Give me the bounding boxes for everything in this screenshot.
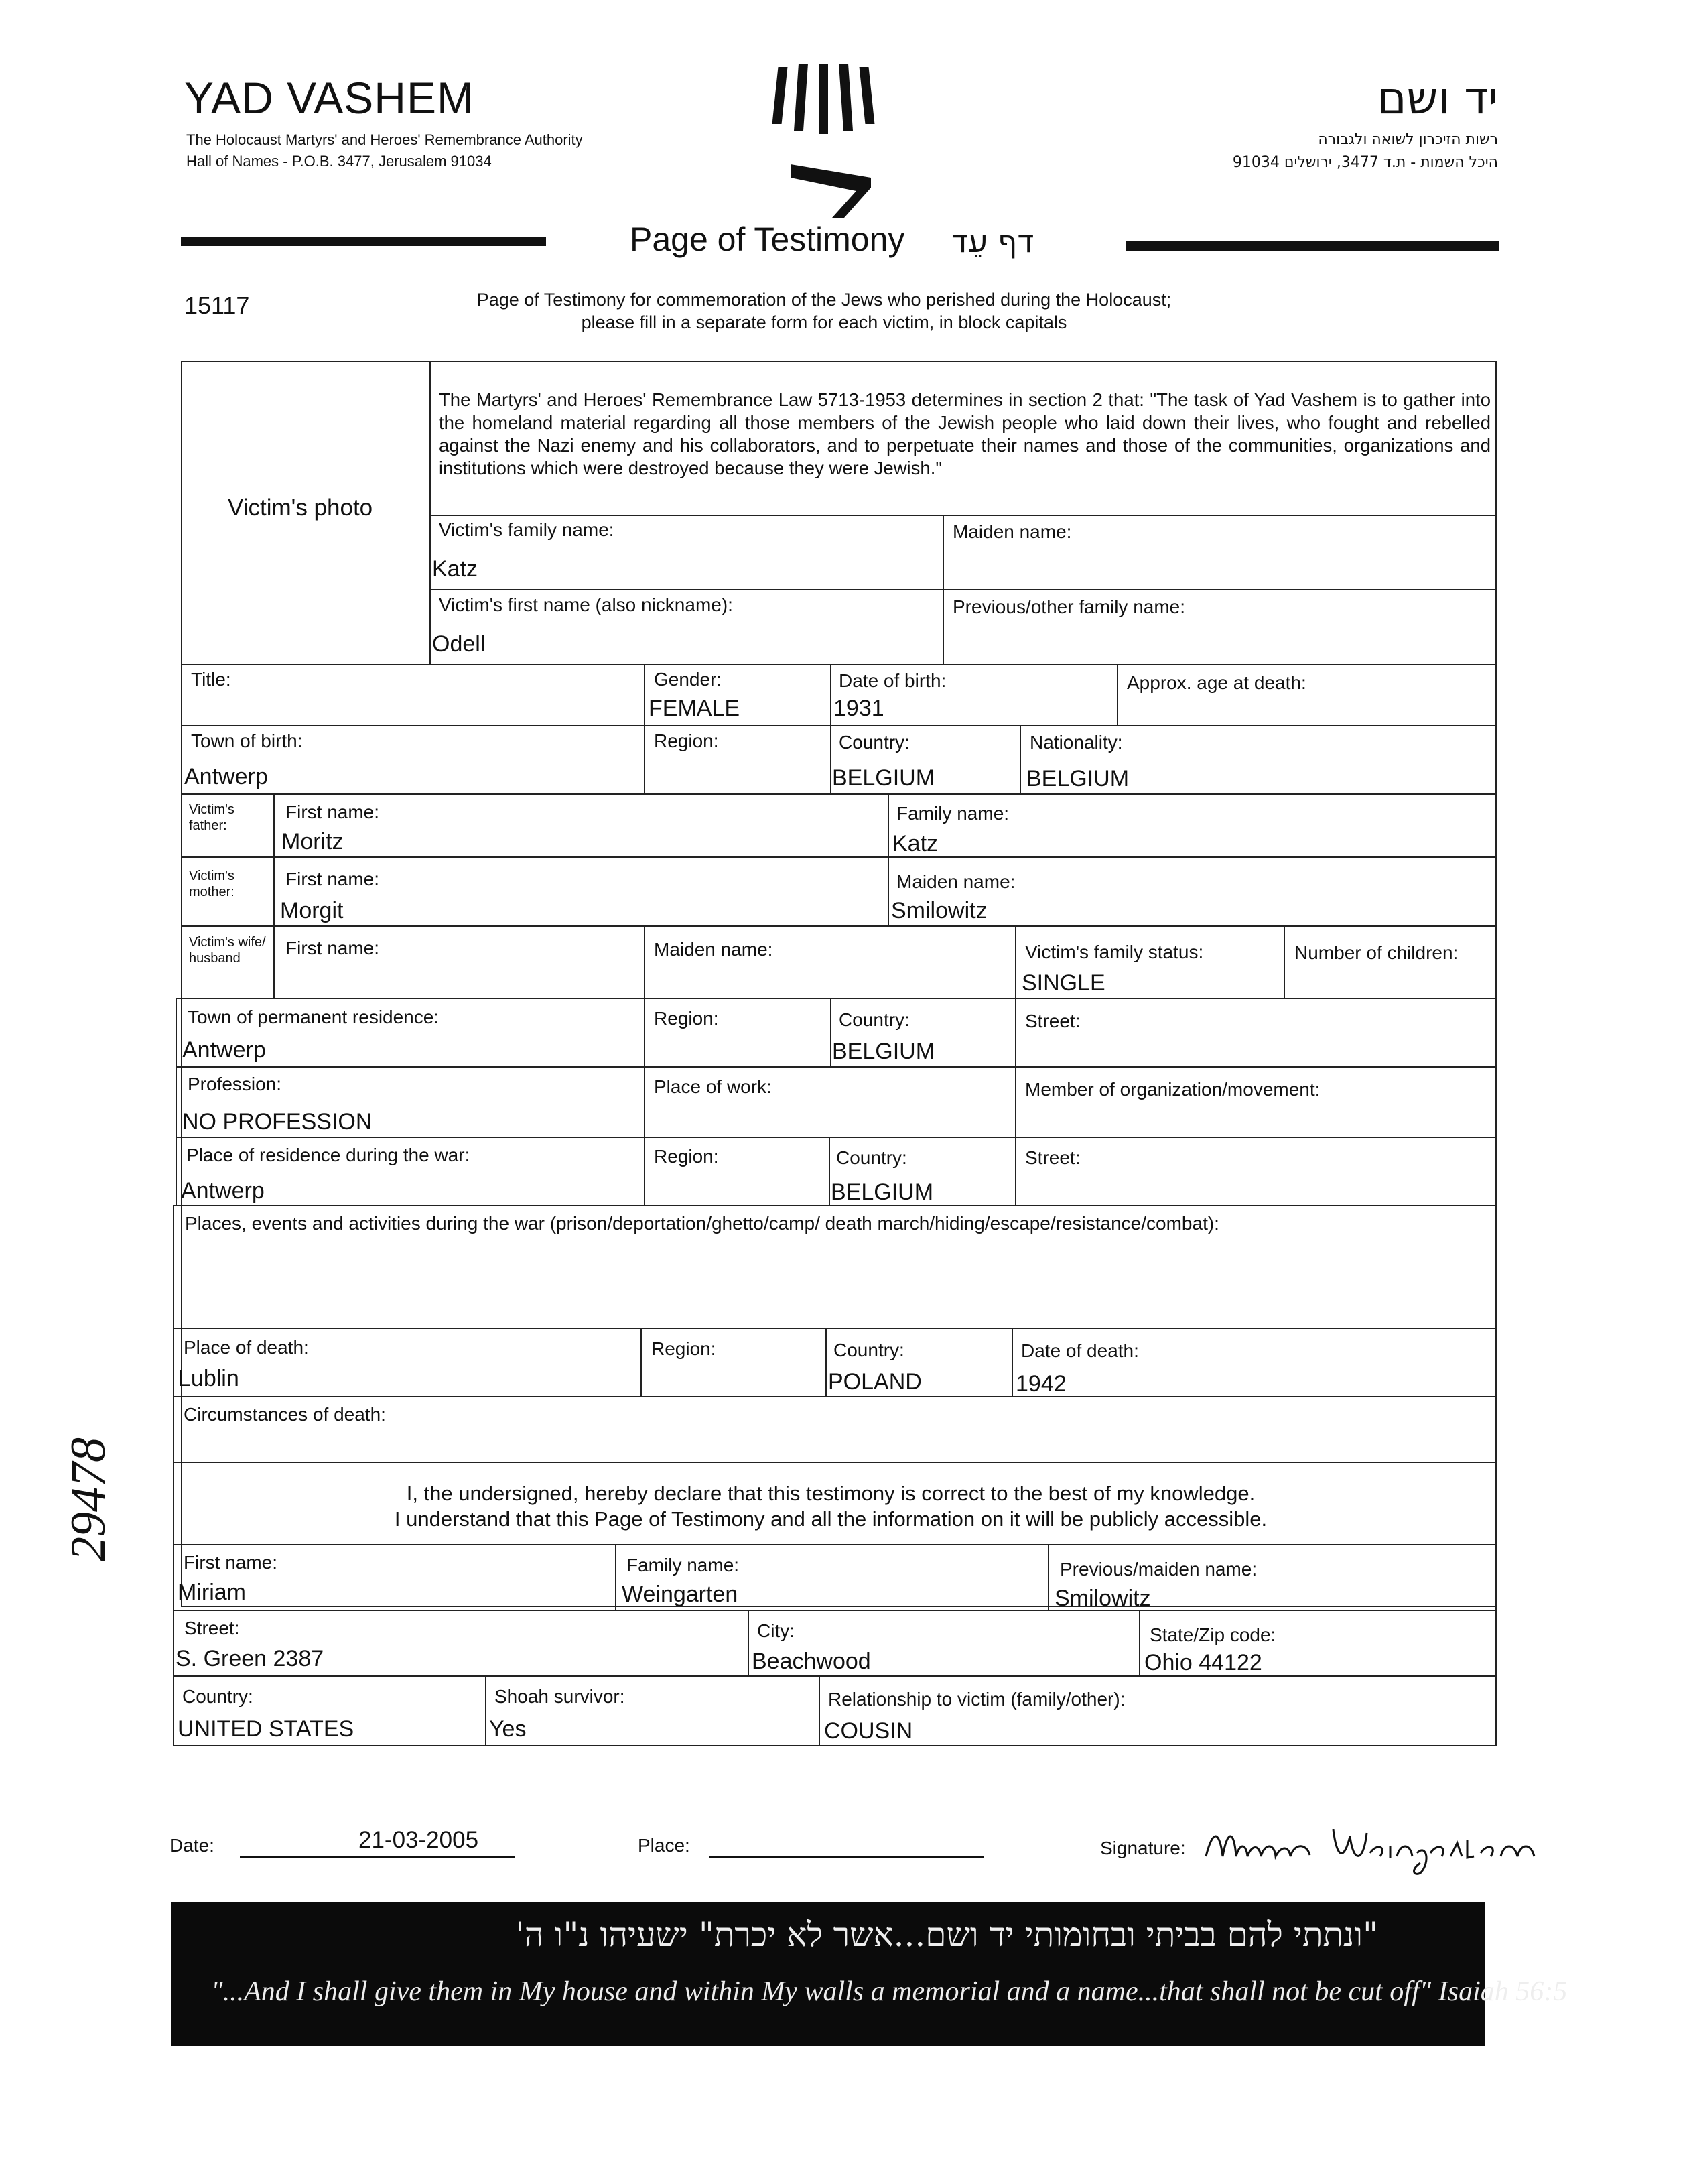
declaration-line-2: I understand that this Page of Testimony and all the information on it will be publicly accessible. bbox=[394, 1507, 1268, 1531]
intro-line-1: Page of Testimony for commemoration of the Jews who perished during the Holocaust; bbox=[476, 290, 1172, 310]
spouse-first-name-label: First name: bbox=[285, 938, 380, 958]
member-organization-label: Member of organization/movement: bbox=[1025, 1079, 1321, 1100]
spouse-maiden-name-label: Maiden name: bbox=[654, 939, 773, 960]
submitter-state-zip-label: State/Zip code: bbox=[1150, 1624, 1276, 1645]
father-family-name-label: Family name: bbox=[896, 803, 1010, 824]
declaration-text bbox=[174, 1481, 1487, 1532]
signature-label: Signature: bbox=[1100, 1838, 1186, 1858]
profession-value: NO PROFESSION bbox=[182, 1109, 373, 1135]
shoah-survivor-label: Shoah survivor: bbox=[494, 1686, 625, 1707]
date-underline bbox=[240, 1856, 515, 1858]
residence-country-value: BELGIUM bbox=[832, 1039, 935, 1064]
place-of-work-label: Place of work: bbox=[654, 1076, 772, 1097]
place-label: Place: bbox=[638, 1835, 690, 1856]
spouse-first-name-field[interactable] bbox=[273, 925, 645, 999]
hebrew-org-address: היכל השמות - ת.ד 3477, ירושלים 91034 bbox=[1232, 154, 1498, 171]
number-of-children-label: Number of children: bbox=[1294, 942, 1459, 963]
spouse-label: Victim's wife/ husband bbox=[189, 935, 266, 966]
war-street-field[interactable] bbox=[1015, 1137, 1497, 1206]
nationality-value: BELGIUM bbox=[1026, 766, 1130, 791]
submitter-city-label: City: bbox=[757, 1620, 795, 1641]
submitter-city-value: Beachwood bbox=[752, 1649, 871, 1674]
first-name-label: Victim's first name (also nickname): bbox=[439, 594, 733, 615]
town-of-birth-label: Town of birth: bbox=[191, 730, 303, 751]
handwritten-archive-number: 29478 bbox=[61, 1437, 116, 1561]
declaration-line-1: I, the undersigned, hereby declare that this testimony is correct to the best of my knowledge. bbox=[406, 1482, 1256, 1505]
town-of-birth-value: Antwerp bbox=[184, 764, 268, 789]
mother-first-name-field[interactable] bbox=[273, 856, 889, 927]
submitter-street-value: S. Green 2387 bbox=[176, 1646, 324, 1671]
isaiah-quote-banner bbox=[171, 1902, 1568, 2046]
death-country-value: POLAND bbox=[828, 1369, 922, 1395]
submitter-first-name-value: Miriam bbox=[178, 1580, 246, 1605]
submitter-previous-name-label: Previous/maiden name: bbox=[1060, 1559, 1258, 1580]
war-residence-value: Antwerp bbox=[181, 1178, 265, 1204]
intro-line-2: please fill in a separate form for each victim, in block capitals bbox=[581, 312, 1067, 332]
father-first-name-label: First name: bbox=[285, 801, 380, 822]
war-street-label: Street: bbox=[1025, 1147, 1081, 1168]
handwritten-signature bbox=[1199, 1816, 1548, 1876]
banner-hebrew-quote: "ונתתי להם בביתי ובחומותי יד ושם...אשר לא יכרת" ישעיהו נ"ו ה' bbox=[515, 1915, 1378, 1954]
header-rule-right bbox=[1126, 241, 1499, 251]
title-field[interactable] bbox=[181, 664, 645, 726]
birth-country-value: BELGIUM bbox=[832, 765, 935, 791]
relationship-field[interactable] bbox=[819, 1675, 1497, 1746]
family-status-label: Victim's family status: bbox=[1025, 942, 1204, 962]
age-at-death-label: Approx. age at death: bbox=[1127, 672, 1306, 693]
submitter-street-label: Street: bbox=[184, 1618, 240, 1639]
residence-country-label: Country: bbox=[839, 1009, 910, 1030]
permanent-residence-value: Antwerp bbox=[182, 1037, 266, 1063]
submitter-family-name-label: Family name: bbox=[626, 1555, 740, 1576]
spouse-maiden-name-field[interactable] bbox=[644, 925, 1016, 999]
birth-region-label: Region: bbox=[654, 730, 719, 751]
father-first-name-value: Moritz bbox=[281, 829, 344, 854]
circumstances-label: Circumstances of death: bbox=[184, 1404, 386, 1425]
residence-street-field[interactable] bbox=[1015, 998, 1497, 1068]
death-country-label: Country: bbox=[833, 1340, 904, 1360]
dob-label: Date of birth: bbox=[839, 670, 947, 691]
mother-first-name-label: First name: bbox=[285, 869, 380, 889]
residence-street-label: Street: bbox=[1025, 1011, 1081, 1031]
family-name-label: Victim's family name: bbox=[439, 519, 614, 540]
header-rule-left bbox=[181, 237, 546, 246]
victims-photo-label: Victim's photo bbox=[228, 495, 373, 521]
war-country-value: BELGIUM bbox=[831, 1179, 934, 1205]
nationality-label: Nationality: bbox=[1030, 732, 1123, 753]
mother-first-name-value: Morgit bbox=[280, 898, 344, 923]
page-title-hebrew: דף עֵד bbox=[951, 223, 1034, 259]
intro-text bbox=[402, 288, 1246, 334]
place-of-death-label: Place of death: bbox=[184, 1337, 309, 1358]
permanent-residence-label: Town of permanent residence: bbox=[188, 1007, 439, 1027]
places-events-label: Places, events and activities during the war (prison/deportation/ghetto/camp/ death march/hiding/escape/resistance/combat): bbox=[185, 1213, 1219, 1234]
birth-country-label: Country: bbox=[839, 732, 910, 753]
submitter-first-name-label: First name: bbox=[184, 1552, 278, 1573]
father-family-name-value: Katz bbox=[892, 831, 939, 856]
yad-vashem-logo-icon bbox=[770, 64, 891, 218]
submitter-previous-name-value: Smilowitz bbox=[1055, 1586, 1151, 1611]
title-label: Title: bbox=[191, 669, 231, 690]
date-of-death-field[interactable] bbox=[1012, 1328, 1497, 1397]
date-of-death-value: 1942 bbox=[1016, 1371, 1067, 1397]
hebrew-org-subtitle: רשות הזיכרון לשואה ולגבורה bbox=[1318, 131, 1498, 148]
relationship-label: Relationship to victim (family/other): bbox=[828, 1689, 1126, 1710]
dob-value: 1931 bbox=[833, 696, 884, 721]
relationship-value: COUSIN bbox=[824, 1718, 913, 1744]
first-name-value: Odell bbox=[432, 631, 486, 657]
place-underline bbox=[709, 1856, 984, 1858]
hebrew-org-title: יד ושם bbox=[1377, 72, 1498, 124]
org-subtitle: The Holocaust Martyrs' and Heroes' Remembrance Authority bbox=[186, 131, 583, 148]
war-country-label: Country: bbox=[836, 1147, 907, 1168]
war-region-label: Region: bbox=[654, 1146, 719, 1167]
law-text: The Martyrs' and Heroes' Remembrance Law 5713-1953 determines in section 2 that: "The task of Yad Vashem is to gather into the homeland material regarding all those members of the Jewish people who laid down their lives, who fought and rebelled against the Nazi enemy and his collaborators, and to perpetuate their names and those of the communities, organizations and institutions which were destroyed because they were Jewish." bbox=[439, 389, 1491, 478]
gender-value: FEMALE bbox=[649, 696, 740, 721]
date-value: 21-03-2005 bbox=[358, 1827, 479, 1853]
date-of-death-label: Date of death: bbox=[1021, 1340, 1139, 1361]
profession-label: Profession: bbox=[188, 1074, 282, 1094]
submitter-country-value: UNITED STATES bbox=[178, 1716, 354, 1742]
residence-region-label: Region: bbox=[654, 1008, 719, 1029]
family-status-value: SINGLE bbox=[1022, 970, 1105, 996]
maiden-name-label: Maiden name: bbox=[953, 521, 1072, 542]
member-organization-field[interactable] bbox=[1015, 1066, 1497, 1138]
death-region-label: Region: bbox=[651, 1338, 716, 1359]
submitter-family-name-value: Weingarten bbox=[622, 1582, 738, 1607]
father-label: Victim's father: bbox=[189, 802, 234, 833]
banner-english-quote: "...And I shall give them in My house and within My walls a memorial and a name...that shall not be cut off" Isaiah 56:5 bbox=[211, 1976, 1568, 2007]
war-residence-label: Place of residence during the war: bbox=[186, 1145, 470, 1165]
mother-maiden-name-label: Maiden name: bbox=[896, 871, 1016, 892]
form-number: 15117 bbox=[184, 292, 250, 319]
submitter-state-zip-value: Ohio 44122 bbox=[1144, 1650, 1262, 1675]
submitter-country-label: Country: bbox=[182, 1686, 253, 1707]
place-of-death-value: Lublin bbox=[178, 1366, 239, 1391]
date-label: Date: bbox=[170, 1835, 214, 1856]
gender-label: Gender: bbox=[654, 669, 722, 690]
org-address: Hall of Names - P.O.B. 3477, Jerusalem 91034 bbox=[186, 153, 492, 170]
page-title: Page of Testimony bbox=[630, 220, 905, 258]
mother-label: Victim's mother: bbox=[189, 869, 234, 899]
shoah-survivor-value: Yes bbox=[489, 1716, 527, 1742]
mother-maiden-name-value: Smilowitz bbox=[891, 898, 988, 923]
family-name-value: Katz bbox=[432, 556, 478, 582]
previous-family-name-label: Previous/other family name: bbox=[953, 596, 1186, 617]
org-title: YAD VASHEM bbox=[184, 73, 474, 123]
